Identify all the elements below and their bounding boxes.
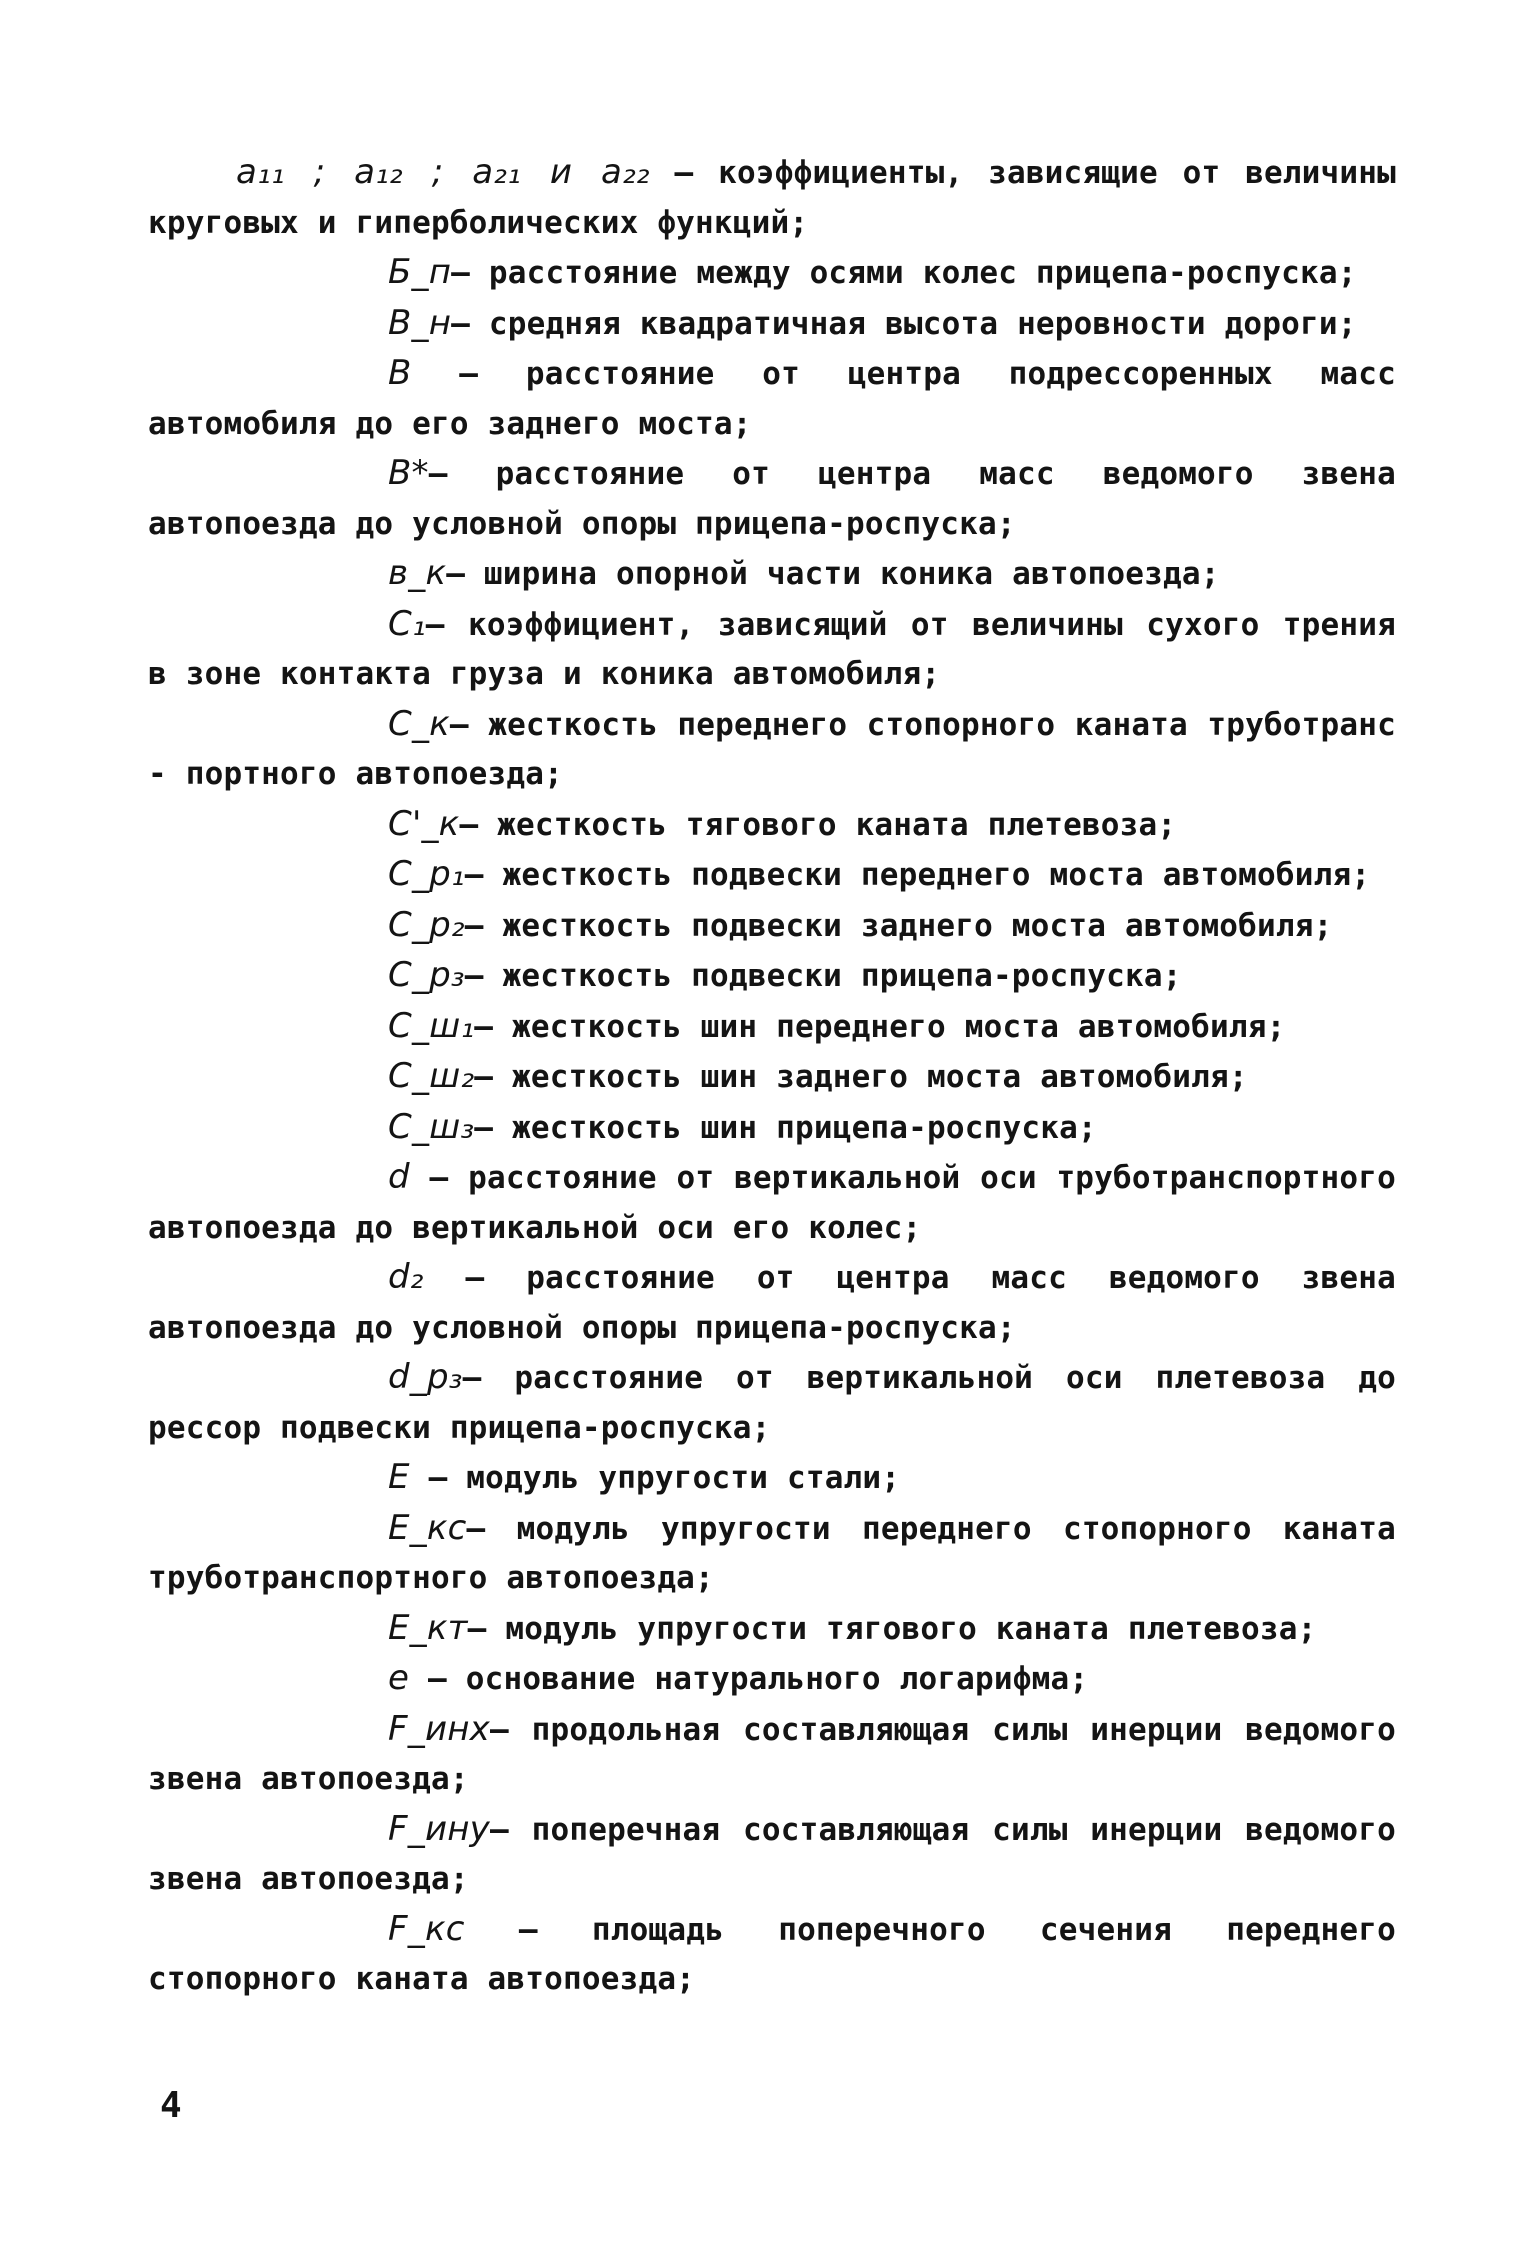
definition-symbol: F_инy xyxy=(388,1808,491,1849)
definition-text: – жесткость переднего стопорного каната труботранс - портного автопоезда; xyxy=(148,706,1396,792)
definition-text: – жесткость подвески заднего моста автомобиля; xyxy=(464,907,1333,944)
definition-symbol: в_к xyxy=(388,553,447,593)
definition-symbol: d xyxy=(388,1157,410,1197)
definition-symbol: a₁₁ ; a₁₂ ; a₂₁ и a₂₂ xyxy=(236,152,650,192)
definition-symbol: Е xyxy=(388,1457,410,1497)
definition-entry xyxy=(148,1103,1396,1154)
definition-entry xyxy=(148,1604,1396,1655)
definition-text: – расстояние от центра масс ведомого звена автопоезда до условной опоры прицепа-роспуска; xyxy=(148,456,1396,542)
definition-entry xyxy=(148,700,1396,800)
definition-text: – модуль упругости стали; xyxy=(428,1460,901,1496)
definition-entry xyxy=(148,1654,1396,1705)
definition-entry xyxy=(148,850,1396,901)
definition-text: – жесткость подвески переднего моста автомобиля; xyxy=(464,857,1371,893)
definition-text: – продольная составляющая силы инерции ведомого звена автопоезда; xyxy=(148,1711,1396,1797)
definition-symbol: е xyxy=(388,1658,410,1698)
definition-text: – расстояние от центра масс ведомого звена автопоезда до условной опоры прицепа-роспуска; xyxy=(148,1260,1396,1346)
definition-text: – ширина опорной части коника автопоезда; xyxy=(446,556,1220,592)
definition-symbol: В_н xyxy=(388,302,452,343)
definition-symbol: F_кс xyxy=(388,1908,465,1949)
definition-symbol: В* xyxy=(388,453,429,493)
definition-symbol: С_ш₃ xyxy=(388,1106,475,1147)
definition-entry xyxy=(148,1504,1396,1604)
definition-entry xyxy=(148,951,1396,1002)
definition-text: – модуль упругости тягового каната плетевоза; xyxy=(467,1610,1317,1647)
definition-symbol: С_к xyxy=(388,703,450,744)
definition-text: – расстояние от центра подрессоренных масс автомобиля до его заднего моста; xyxy=(148,356,1396,442)
definition-entry xyxy=(148,349,1396,449)
definition-symbol: С_ш₁ xyxy=(388,1005,475,1046)
definition-entry xyxy=(148,600,1396,700)
definition-entry xyxy=(148,1002,1396,1053)
definition-symbol: Е_кт xyxy=(388,1607,468,1648)
definition-text: – расстояние от вертикальной оси труботранспортного автопоезда до вертикальной оси его колес; xyxy=(148,1160,1396,1246)
definition-symbol: С_р₁ xyxy=(388,854,465,894)
definition-entry xyxy=(148,549,1396,600)
definition-entry xyxy=(148,449,1396,549)
definition-symbol: d₂ xyxy=(388,1257,424,1297)
definition-text: – жесткость шин переднего моста автомобиля; xyxy=(474,1008,1286,1045)
definition-text: – площадь поперечного сечения переднего стопорного каната автопоезда; xyxy=(148,1911,1396,1997)
definition-text: – коэффициенты, зависящие от величины круговых и гиперболических функций; xyxy=(148,155,1396,241)
definition-entry xyxy=(148,1153,1396,1253)
definition-symbol: С_р₃ xyxy=(388,955,465,995)
definition-symbol: С_р₂ xyxy=(388,904,465,945)
definition-symbol: В xyxy=(388,353,412,393)
definition-text: – средняя квадратичная высота неровности дороги; xyxy=(451,305,1357,342)
definition-symbol: С_ш₂ xyxy=(388,1056,475,1096)
definition-symbol: С₁ xyxy=(388,603,426,644)
definition-entry xyxy=(148,1253,1396,1353)
definition-entry xyxy=(148,1905,1396,2005)
definition-entry xyxy=(148,1052,1396,1103)
definitions-list xyxy=(148,148,1396,2005)
definition-text: – коэффициент, зависящий от величины сухого трения в зоне контакта груза и коника автомобиля; xyxy=(148,606,1396,692)
definition-entry xyxy=(148,1705,1396,1805)
definition-symbol: Б_п xyxy=(388,252,452,292)
definition-text: – расстояние от вертикальной оси плетевоза до рессор подвески прицепа-роспуска; xyxy=(148,1360,1396,1446)
definition-text: – жесткость тягового каната плетевоза; xyxy=(459,806,1177,843)
definition-symbol: d_р₃ xyxy=(388,1357,463,1397)
definition-text: – жесткость подвески прицепа-роспуска; xyxy=(464,958,1182,994)
definition-text: – расстояние между осями колес прицепа-роспуска; xyxy=(451,255,1357,291)
definition-entry xyxy=(148,1453,1396,1504)
definition-text: – жесткость шин заднего моста автомобиля; xyxy=(474,1059,1248,1095)
definition-entry xyxy=(148,148,1396,248)
definition-entry xyxy=(148,1805,1396,1905)
definition-symbol: Е_кс xyxy=(388,1507,467,1548)
definition-text: – поперечная составляющая силы инерции ведомого звена автопоезда; xyxy=(148,1811,1396,1897)
definition-text: – основание натурального логарифма; xyxy=(428,1661,1089,1697)
definition-entry xyxy=(148,299,1396,350)
definition-text: – жесткость шин прицепа-роспуска; xyxy=(474,1109,1097,1146)
definition-text: – модуль упругости переднего стопорного каната труботранспортного автопоезда; xyxy=(148,1510,1396,1596)
definition-entry xyxy=(148,248,1396,299)
page-number: 4 xyxy=(160,2085,182,2126)
definition-symbol: F_инх xyxy=(388,1708,491,1749)
definition-entry xyxy=(148,800,1396,851)
definition-entry xyxy=(148,901,1396,952)
definition-entry xyxy=(148,1353,1396,1453)
definition-symbol: С'_к xyxy=(388,803,460,844)
